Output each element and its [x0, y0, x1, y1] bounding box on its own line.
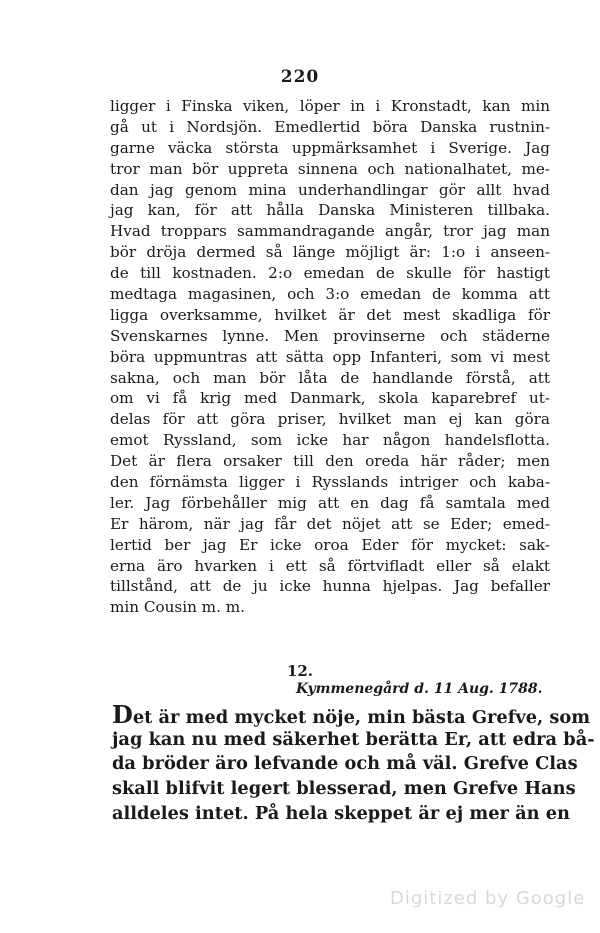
text-line: tror man bör uppreta sinnena och nationalhatet, me- — [110, 159, 550, 178]
text-line: ligga overksamme, hvilket är det mest skadliga för — [110, 305, 550, 324]
body-text — [110, 96, 550, 618]
text-line: böra uppmuntras att sätta opp Infanteri, som vi mest — [110, 347, 550, 366]
text-line: gå ut i Nordsjön. Emedlertid böra Danska rustnin- — [110, 117, 550, 136]
letter-line: skall blifvit legert blesserad, men Grefve Hans — [112, 778, 576, 800]
text-line: ler. Jag förbehåller mig att en dag få samtala med — [110, 493, 550, 512]
text-line: Det är flera orsaker till den oreda här råder; men — [110, 452, 550, 471]
text-line: ligger i Finska viken, löper in i Kronstadt, kan min — [110, 97, 550, 115]
text-line: de till kostnaden. 2:o emedan de skulle för hastigt — [110, 264, 550, 283]
text-line: erna äro hvarken i ett så förtvifladt eller så elakt — [110, 556, 550, 575]
text-line: garne väcka största uppmärksamhet i Sverige. Jag — [110, 138, 550, 157]
digitization-watermark: Digitized by Google — [390, 888, 586, 909]
letter-line-first — [112, 700, 591, 729]
text-line-last: min Cousin m. m. — [110, 598, 245, 617]
letter-number: 12. — [286, 662, 314, 680]
letter-text — [112, 700, 595, 826]
text-line: Hvad troppars sammandragande angår, tror jag man — [110, 222, 550, 241]
text-line: den förnämsta ligger i Rysslands intriger och kaba- — [110, 473, 550, 492]
text-line: Svenskarnes lynne. Men provinserne och städerne — [110, 326, 550, 345]
text-line: tillstånd, att de ju icke hunna hjelpas. Jag befaller — [110, 577, 550, 596]
letter-line: jag kan nu med säkerhet berätta Er, att edra bå- — [112, 728, 595, 750]
letter-line: alldeles intet. På hela skeppet är ej mer än en — [112, 802, 570, 824]
text-line: bör dröja dermed så länge möjligt är: 1:o i anseen- — [110, 243, 550, 262]
text-line: dan jag genom mina underhandlingar gör allt hvad — [110, 180, 550, 199]
text-line: lertid ber jag Er icke oroa Eder för mycket: sak- — [110, 535, 550, 554]
text-line: sakna, och man bör låta de handlande förstå, att — [110, 368, 550, 387]
text-line: delas för att göra priser, hvilket man ej kan göra — [110, 410, 550, 429]
drop-cap: D — [112, 700, 133, 729]
text-line: om vi få krig med Danmark, skola kaparebref ut- — [110, 389, 550, 408]
letter-line: da bröder äro lefvande och må väl. Grefve Clas — [112, 753, 578, 775]
page-number: 220 — [280, 67, 320, 87]
letter-dateline: Kymmenegård d. 11 Aug. 1788. — [296, 681, 543, 697]
letter-line-rest: et är med mycket nöje, min bästa Grefve, som — [132, 707, 591, 728]
text-line: Er härom, när jag får det nöjet att se Eder; emed- — [110, 514, 550, 533]
text-line: jag kan, för att hålla Danska Ministeren tillbaka. — [110, 201, 550, 220]
text-line: emot Ryssland, som icke har någon handelsflotta. — [110, 431, 550, 450]
text-line: medtaga magasinen, och 3:o emedan de komma att — [110, 285, 550, 304]
